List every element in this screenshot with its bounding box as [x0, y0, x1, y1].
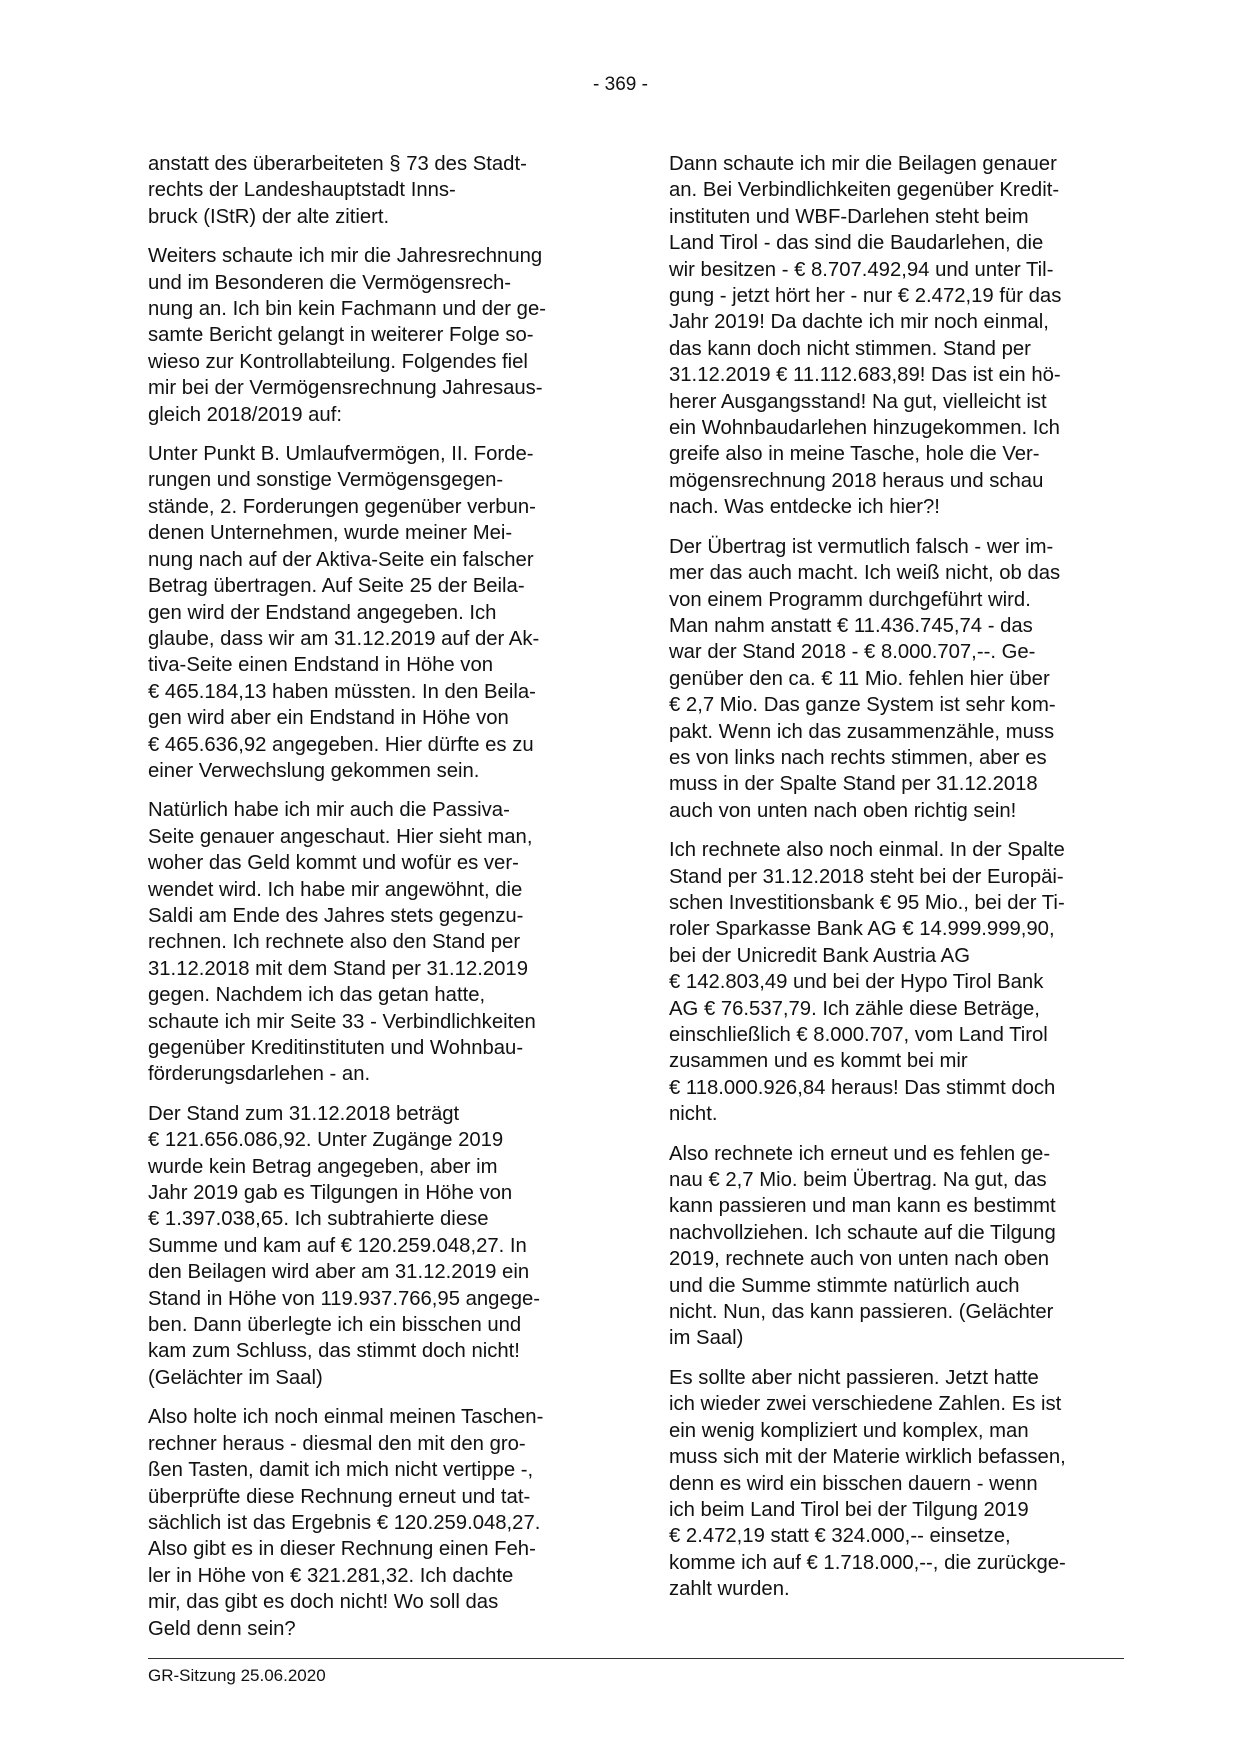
paragraph: Weiters schaute ich mir die Jahresrechnung und im Besonderen die Vermögensrech- nung an. Ich bin kein Fachmann und der ge- samte Bericht gelangt in weiterer Folge so- wieso zur Kontrollabteilung. Folgendes fiel mir bei der Vermögensrechnung Jahresaus- gleich 2018/2019 auf: — [148, 245, 546, 426]
paragraph: Unter Punkt B. Umlaufvermögen, II. Forde- rungen und sonstige Vermögensgegen- stände, 2. Forderungen gegenüber verbun- denen Unternehmen, wurde meiner Mei- nung nach auf der Aktiva-Seite ein falscher Betrag übertragen. Auf Seite 25 der Beila- gen wird der Endstand angegeben. Ich glaube, dass wir am 31.12.2019 auf der Ak- tiva-Seite einen Endstand in Höhe von € 465.184,13 haben müssten. In den Beila- gen wird aber ein Endstand in Höhe von € 465.636,92 angegeben. Hier dürfte es zu einer Verwechslung gekommen sein. — [148, 443, 540, 782]
paragraph: Ich rechnete also noch einmal. In der Spalte Stand per 31.12.2018 steht bei der Europäi- schen Investitionsbank € 95 Mio., bei der Ti- roler Sparkasse Bank AG € 14.999.999,90, bei der Unicredit Bank Austria AG € 142.803,49 und bei der Hypo Tirol Bank AG € 76.537,79. Ich zähle diese Beträge, einschließlich € 8.000.707, vom Land Tirol zusammen und es kommt bei mir € 118.000.926,84 heraus! Das stimmt doch nicht. — [669, 839, 1065, 1126]
paragraph: Der Übertrag ist vermutlich falsch - wer im- mer das auch macht. Ich weiß nicht, ob das von einem Programm durchgeführt wird. Man nahm anstatt € 11.436.745,74 - das war der Stand 2018 - € 8.000.707,--. Ge- genüber den ca. € 11 Mio. fehlen hier über € 2,7 Mio. Das ganze System ist sehr kom- pakt. Wenn ich das zusammenzähle, muss es von links nach rechts stimmen, aber es muss in der Spalte Stand per 31.12.2018 auch von unten nach oben richtig sein! — [669, 535, 1061, 822]
paragraph: Dann schaute ich mir die Beilagen genauer an. Bei Verbindlichkeiten gegenüber Kredit- instituten und WBF-Darlehen steht beim Land Tirol - das sind die Baudarlehen, die wir besitzen - € 8.707.492,94 und unter Til- gung - jetzt hört her - nur € 2.472,19 für das Jahr 2019! Da dachte ich mir noch einmal, das kann doch nicht stimmen. Stand per 31.12.2019 € 11.112.683,89! Das ist ein hö- herer Ausgangsstand! Na gut, vielleicht ist ein Wohnbaudarlehen hinzugekommen. Ich greife also in meine Tasche, hole die Ver- mögensrechnung 2018 heraus und schau nach. Was entdecke ich hier?! — [669, 153, 1062, 519]
left-column — [148, 151, 603, 1655]
footer-session-date: GR-Sitzung 25.06.2020 — [148, 1666, 326, 1685]
page-number: - 369 - — [593, 74, 648, 95]
paragraph: anstatt des überarbeiteten § 73 des Stadt- rechts der Landeshauptstadt Inns- bruck (IStR) der alte zitiert. — [148, 153, 527, 228]
right-column — [669, 151, 1124, 1616]
paragraph: Natürlich habe ich mir auch die Passiva- Seite genauer angeschaut. Hier sieht man, woher das Geld kommt und wofür es ver- wendet wird. Ich habe mir angewöhnt, die Saldi am Ende des Jahres stets gegenzu- rechnen. Ich rechnete also den Stand per 31.12.2018 mit dem Stand per 31.12.2019 gegen. Nachdem ich das getan hatte, schaute ich mir Seite 33 - Verbindlichkeiten gegenüber Kreditinstituten und Wohnbau- förderungsdarlehen - an. — [148, 799, 536, 1086]
paragraph: Also rechnete ich erneut und es fehlen ge- nau € 2,7 Mio. beim Übertrag. Na gut, das kann passieren und man kann es bestimmt nachvollziehen. Ich schaute auf die Tilgung 2019, rechnete auch von unten nach oben und die Summe stimmte natürlich auch nicht. Nun, das kann passieren. (Gelächter im Saal) — [669, 1142, 1056, 1350]
paragraph: Es sollte aber nicht passieren. Jetzt hatte ich wieder zwei verschiedene Zahlen. Es ist ein wenig kompliziert und komplex, man muss sich mit der Materie wirklich befassen, denn es wird ein bisschen dauern - wenn ich beim Land Tirol bei der Tilgung 2019 € 2.472,19 statt € 324.000,-- einsetze, komme ich auf € 1.718.000,--, die zurückge- zahlt wurden. — [669, 1366, 1066, 1601]
footer-divider — [148, 1658, 1124, 1659]
paragraph: Also holte ich noch einmal meinen Taschen- rechner heraus - diesmal den mit den gro- ßen Tasten, damit ich mich nicht vertippe -, überprüfte diese Rechnung erneut und tat- sächlich ist das Ergebnis € 120.259.048,27. Also gibt es in dieser Rechnung einen Feh- ler in Höhe von € 321.281,32. Ich dachte mir, das gibt es doch nicht! Wo soll das Geld denn sein? — [148, 1406, 544, 1640]
paragraph: Der Stand zum 31.12.2018 beträgt € 121.656.086,92. Unter Zugänge 2019 wurde kein Betrag angegeben, aber im Jahr 2019 gab es Tilgungen in Höhe von € 1.397.038,65. Ich subtrahierte diese Summe und kam auf € 120.259.048,27. In den Beilagen wird aber am 31.12.2019 ein Stand in Höhe von 119.937.766,95 angege- ben. Dann überlegte ich ein bisschen und kam zum Schluss, das stimmt doch nicht! (Gelächter im Saal) — [148, 1102, 541, 1389]
